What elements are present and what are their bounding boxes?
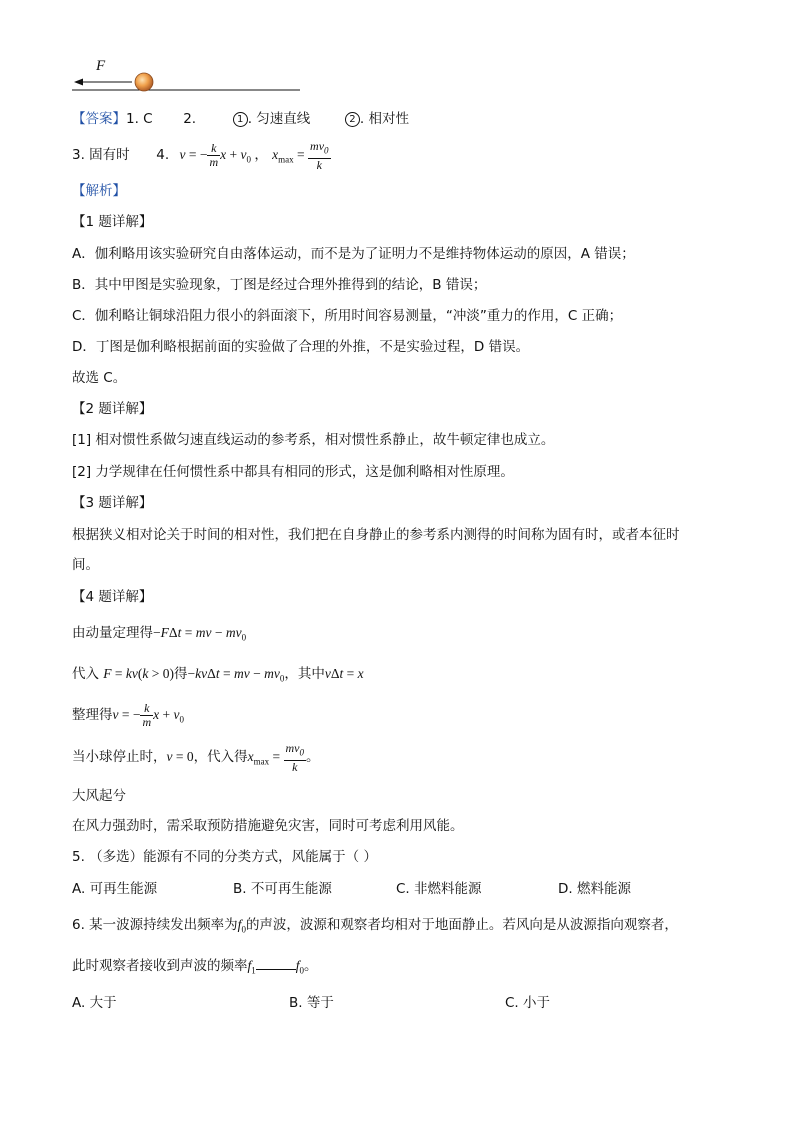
stop-condition: v = 0	[166, 749, 194, 764]
q3-detail-title: 【3 题详解】	[72, 495, 153, 511]
answer-q3: 3. 固有时	[72, 147, 130, 163]
q6-stem-line-2: 此时观察者接收到声波的频率$f_1$ $f_0$。	[72, 958, 318, 976]
q4-text: 由动量定理得	[72, 625, 153, 641]
answer-q1: 1. C	[126, 111, 153, 127]
answer-q2-b: . 相对性	[359, 111, 409, 127]
q1-detail-line: C．伽利略让铜球沿阻力很小的斜面滚下，所用时间容易测量，“冲淡”重力的作用，C 正确；	[72, 308, 623, 324]
q5-option-c: C. 非燃料能源	[396, 881, 482, 897]
answer-formula-v: v = − $\frac{k}{m}$ $x + v_0$	[179, 141, 251, 170]
answer-formula-xmax: $x_{max}$ = $\frac{mv_0}{k}$	[272, 139, 329, 172]
q4-text: 当小球停止时，	[72, 749, 167, 765]
answer-q2-a-num: 1	[233, 112, 248, 127]
q3-detail-line: 间。	[72, 557, 99, 573]
section-intro: 在风力强劲时，需采取预防措施避免灾害，同时可考虑利用风能。	[72, 818, 464, 834]
q2-detail-title: 【2 题详解】	[72, 401, 153, 417]
q2-detail-line: [2] 力学规律在任何惯性系中都具有相同的形式，这是伽利略相对性原理。	[72, 464, 514, 480]
q4-text: 代入	[72, 666, 99, 682]
q4-text: ，代入得	[193, 749, 248, 765]
q1-detail-line: A．伽利略用该实验研究自由落体运动，而不是为了证明力不是维持物体运动的原因，A 错误；	[72, 246, 635, 262]
force-arrowhead	[74, 79, 83, 86]
ball	[135, 73, 153, 91]
q4-detail-line-2	[72, 665, 364, 688]
q6-text: 。	[304, 958, 318, 974]
q6-stem-line-1: 6. 某一波源持续发出频率为$f_0$的声波，波源和观察者均相对于地面静止。若风向是从波源指向观察者，	[72, 917, 678, 935]
q6-text: 的声波，波源和观察者均相对于地面静止。若风向是从波源指向观察者，	[245, 917, 678, 933]
q6-text: 6. 某一波源持续发出频率为	[72, 917, 238, 933]
q5-option-d: D. 燃料能源	[558, 881, 631, 897]
answer-blank[interactable]	[256, 957, 296, 970]
q6-option-c: C. 小于	[505, 995, 551, 1011]
momentum-equation: −FΔt = mv − $mv_0$	[153, 625, 247, 643]
answer-q4: 4.	[156, 147, 170, 163]
velocity-formula: v = − $\frac{k}{m}$ $x + v_0$	[112, 701, 185, 730]
answer-q2-a: . 匀速直线	[247, 111, 311, 127]
section-title: 大风起兮	[72, 788, 126, 804]
answer-line	[72, 110, 409, 128]
q3-detail-line: 根据狭义相对论关于时间的相对性，我们把在自身静止的参考系内测得的时间称为固有时，或者本征时	[72, 527, 680, 543]
answer-q2-b-num: 2	[345, 112, 360, 127]
q4-detail-line-1	[72, 624, 246, 647]
q4-text: 。	[306, 749, 320, 765]
xmax-formula: $x_{max}$ = $\frac{mv_0}{k}$	[247, 741, 304, 774]
answer-q2: 2.	[183, 111, 197, 127]
q2-detail-line: [1] 相对惯性系做匀速直线运动的参考系，相对惯性系静止，故牛顿定律也成立。	[72, 432, 555, 448]
q1-detail-line: 故选 C。	[72, 370, 127, 386]
q1-detail-title: 【1 题详解】	[72, 214, 153, 230]
force-figure	[70, 58, 302, 98]
q4-detail-line-3	[72, 698, 184, 737]
answer-tag: 【答案】	[72, 111, 126, 127]
q6-option-b: B. 等于	[289, 995, 334, 1011]
analysis-tag: 【解析】	[72, 183, 126, 199]
q4-detail-title: 【4 题详解】	[72, 589, 153, 605]
q5-option-b: B. 不可再生能源	[233, 881, 332, 897]
substituted-equation: −kvΔt = mv − $mv_0$	[187, 666, 285, 684]
q6-text: 此时观察者接收到声波的频率	[72, 958, 248, 974]
q1-detail-line: B．其中甲图是实验现象，丁图是经过合理外推得到的结论，B 错误；	[72, 277, 487, 293]
q4-text: 整理得	[72, 707, 113, 723]
q5-option-a: A. 可再生能源	[72, 881, 158, 897]
q4-text: ，其中	[284, 666, 325, 682]
q4-text: 得	[174, 666, 188, 682]
q5-stem: 5. （多选）能源有不同的分类方式，风能属于（ ）	[72, 849, 377, 865]
answer-line-2: 3. 固有时 4. v = − $\frac{k}{m}$ $x + v_0$ ， $x_{max}$ = $\frac{mv_0}{k}$	[72, 139, 329, 172]
q1-detail-line: D．丁图是伽利略根据前面的实验做了合理的外推，不是实验过程，D 错误。	[72, 339, 530, 355]
q4-detail-line-4	[72, 740, 320, 779]
force-label: F	[96, 58, 106, 74]
q6-option-a: A. 大于	[72, 995, 117, 1011]
displacement-equation: vΔt = x	[324, 666, 364, 681]
force-equation: F = kv(k > 0)	[103, 666, 175, 681]
